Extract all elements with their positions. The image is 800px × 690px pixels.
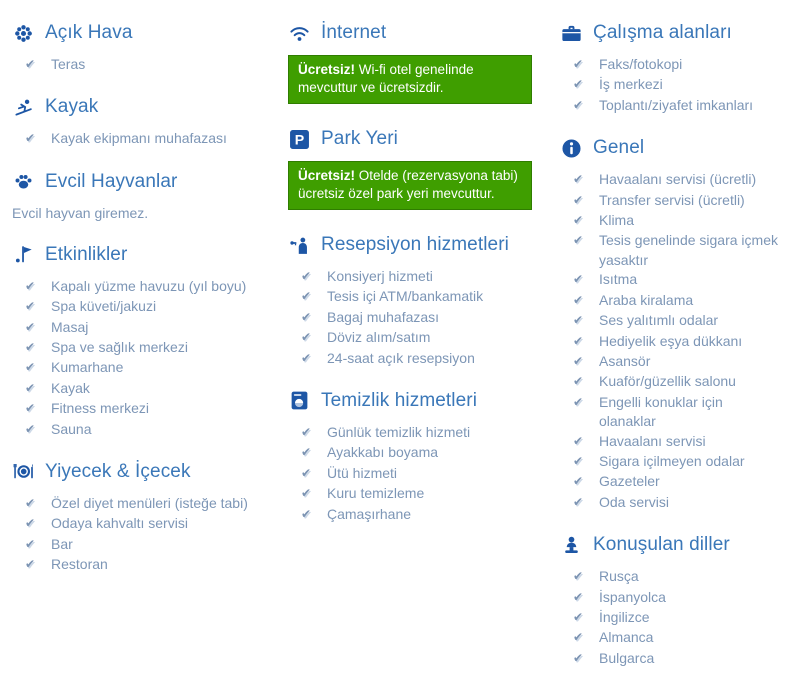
- amenity-item: [560, 170, 780, 190]
- amenity-label: İş merkezi: [599, 76, 663, 93]
- section-title: Evcil Hayvanlar: [45, 170, 178, 192]
- skier-icon: [12, 96, 34, 118]
- check-icon: ✔: [573, 494, 584, 509]
- dining-icon: [12, 461, 34, 483]
- check-icon: ✔: [573, 57, 584, 71]
- check-icon: ✔: [573, 292, 584, 307]
- amenity-label: Kapalı yüzme havuzu (yıl boyu): [51, 277, 247, 294]
- section-title: Yiyecek & İçecek: [45, 460, 191, 482]
- section-heading: [560, 534, 780, 556]
- section-briefcase: [560, 22, 780, 116]
- section-paw: [12, 171, 274, 223]
- amenity-item: [560, 55, 780, 75]
- amenity-item: [12, 535, 274, 555]
- amenity-item: [288, 349, 546, 369]
- amenity-item: [12, 555, 274, 575]
- check-icon: ✔: [573, 97, 584, 112]
- amenity-item: [560, 311, 780, 331]
- check-icon: ✔: [25, 557, 36, 572]
- amenity-label: Rusça: [599, 568, 639, 585]
- amenity-item: [560, 472, 780, 492]
- check-icon: ✔: [25, 319, 36, 334]
- check-icon: ✔: [301, 424, 312, 439]
- check-icon: ✔: [25, 380, 36, 395]
- check-icon: ✔: [573, 650, 584, 665]
- amenity-item: [560, 432, 780, 452]
- amenity-label: Ayakkabı boyama: [327, 444, 439, 461]
- check-icon: ✔: [573, 433, 584, 448]
- check-icon: ✔: [25, 57, 36, 71]
- amenity-item: [560, 75, 780, 95]
- amenity-label: Konsiyerj hizmeti: [327, 268, 433, 284]
- section-wifi: [288, 22, 546, 104]
- check-icon: ✔: [573, 272, 584, 287]
- amenity-item: [12, 420, 274, 440]
- amenity-item: [560, 191, 780, 211]
- free-note: [288, 161, 532, 210]
- info-icon: [560, 137, 582, 159]
- check-icon: ✔: [25, 131, 36, 146]
- paw-icon: [12, 171, 34, 193]
- amenity-item: [12, 358, 274, 378]
- check-icon: ✔: [573, 569, 584, 584]
- section-title: Resepsiyon hizmetleri: [321, 234, 509, 255]
- section-heading: [288, 234, 546, 256]
- amenity-label: İspanyolca: [599, 588, 666, 605]
- amenity-label: Klima: [599, 211, 635, 228]
- section-heading: [12, 22, 274, 44]
- section-heading: [12, 96, 274, 118]
- check-icon: ✔: [573, 192, 584, 207]
- amenity-item: [560, 628, 780, 648]
- check-icon: ✔: [573, 474, 584, 489]
- free-note-text: Wi-fi otel genelinde mevcuttur ve ücretsizdir.: [298, 62, 474, 95]
- section-flower: [12, 22, 274, 75]
- section-flag: [12, 244, 274, 440]
- amenity-label: Restoran: [51, 556, 108, 573]
- amenity-label: Gazeteler: [599, 473, 660, 490]
- section-title: Kayak: [45, 96, 99, 118]
- section-heading: [560, 22, 780, 44]
- check-icon: ✔: [25, 536, 36, 551]
- section-skier: [12, 96, 274, 149]
- amenity-label: Bagaj muhafazası: [327, 308, 440, 325]
- amenity-label: Teras: [51, 56, 86, 72]
- amenity-item: [560, 352, 780, 372]
- check-icon: ✔: [573, 77, 584, 92]
- check-icon: ✔: [573, 333, 584, 348]
- section-dining: [12, 461, 274, 576]
- amenity-label: Çamaşırhane: [327, 505, 412, 522]
- amenity-item: [12, 494, 274, 514]
- check-icon: ✔: [25, 360, 36, 375]
- check-icon: ✔: [573, 172, 584, 187]
- amenity-item: [560, 567, 780, 587]
- section-title: Etkinlikler: [45, 243, 128, 265]
- free-badge: Ücretsiz!: [298, 168, 356, 183]
- amenity-item: [560, 270, 780, 290]
- check-icon: ✔: [25, 401, 36, 416]
- amenity-label: Asansör: [599, 352, 651, 369]
- amenity-item: [288, 464, 546, 484]
- amenity-item: [560, 372, 780, 392]
- check-icon: ✔: [301, 486, 312, 501]
- amenity-label: Ütü hizmeti: [327, 464, 398, 481]
- amenity-label: Ses yalıtımlı odalar: [599, 312, 719, 329]
- amenity-item: [12, 379, 274, 399]
- check-icon: ✔: [301, 309, 312, 324]
- check-icon: ✔: [25, 299, 36, 314]
- amenity-label: Oda servisi: [599, 493, 670, 510]
- amenity-item: [12, 399, 274, 419]
- check-icon: ✔: [573, 374, 584, 389]
- amenity-label: Fitness merkezi: [51, 400, 150, 417]
- amenities-column: [560, 22, 794, 690]
- amenity-label: Engelli konuklar için olanaklar: [599, 393, 723, 430]
- check-icon: ✔: [301, 350, 312, 365]
- amenity-item: [560, 588, 780, 608]
- amenity-label: Spa küveti/jakuzi: [51, 298, 157, 315]
- amenity-item: [560, 96, 780, 116]
- amenity-item: [12, 318, 274, 338]
- amenity-label: Döviz alım/satım: [327, 329, 431, 346]
- section-heading: [288, 390, 546, 412]
- amenity-label: Kayak: [51, 379, 90, 396]
- section-title: Park Yeri: [321, 128, 398, 149]
- amenity-item: [288, 267, 546, 287]
- amenity-label: Sigara içilmeyen odalar: [599, 453, 745, 470]
- section-heading: [288, 22, 546, 44]
- section-languages: [560, 534, 780, 669]
- check-icon: ✔: [25, 495, 36, 510]
- amenity-label: Havaalanı servisi (ücretli): [599, 171, 757, 188]
- free-badge: Ücretsiz!: [298, 62, 356, 77]
- amenity-item: [288, 505, 546, 525]
- section-title: Çalışma alanları: [593, 22, 732, 43]
- check-icon: ✔: [573, 589, 584, 604]
- amenity-label: Faks/fotokopi: [599, 56, 683, 72]
- check-icon: ✔: [573, 212, 584, 227]
- amenity-item: [12, 297, 274, 317]
- amenity-item: [560, 608, 780, 628]
- free-note: [288, 55, 532, 104]
- amenity-label: 24-saat açık resepsiyon: [327, 349, 475, 366]
- section-heading: [288, 128, 546, 150]
- amenity-label: Odaya kahvaltı servisi: [51, 515, 188, 532]
- check-icon: ✔: [573, 353, 584, 368]
- languages-icon: [560, 534, 582, 556]
- amenity-item: [560, 393, 780, 432]
- flower-icon: [12, 22, 34, 44]
- amenity-label: Özel diyet menüleri (isteğe tabi): [51, 494, 248, 511]
- section-title: İnternet: [321, 22, 387, 43]
- amenity-label: Günlük temizlik hizmeti: [327, 423, 471, 440]
- amenity-label: Kuru temizleme: [327, 485, 425, 502]
- amenity-label: Hediyelik eşya dükkanı: [599, 332, 743, 349]
- amenity-label: Masaj: [51, 318, 89, 335]
- amenity-label: Transfer servisi (ücretli): [599, 191, 745, 208]
- amenity-label: Kumarhane: [51, 359, 124, 376]
- check-icon: ✔: [573, 313, 584, 328]
- check-icon: ✔: [25, 339, 36, 354]
- parking-icon: [288, 128, 310, 150]
- amenity-item: [12, 514, 274, 534]
- amenity-item: [560, 291, 780, 311]
- section-parking: [288, 128, 546, 210]
- amenity-label: İngilizce: [599, 609, 650, 626]
- check-icon: ✔: [301, 506, 312, 521]
- section-reception: [288, 234, 546, 369]
- section-title: Genel: [593, 137, 645, 159]
- amenity-label: Havaalanı servisi: [599, 432, 706, 449]
- section-heading: [560, 137, 780, 159]
- amenity-label: Spa ve sağlık merkezi: [51, 338, 188, 355]
- check-icon: ✔: [573, 610, 584, 625]
- section-heading: [12, 171, 274, 193]
- amenity-label: Araba kiralama: [599, 291, 694, 308]
- section-laundry: [288, 390, 546, 525]
- amenity-item: [12, 55, 274, 75]
- svg-text:P: P: [294, 132, 304, 149]
- check-icon: ✔: [301, 465, 312, 480]
- amenity-item: [288, 287, 546, 307]
- amenity-item: [560, 452, 780, 472]
- amenity-item: [560, 332, 780, 352]
- check-icon: ✔: [301, 269, 312, 283]
- amenity-item: [560, 231, 780, 270]
- check-icon: ✔: [301, 330, 312, 345]
- amenity-label: Isıtma: [599, 271, 638, 288]
- laundry-icon: [288, 390, 310, 412]
- amenity-label: Tesis içi ATM/bankamatik: [327, 288, 484, 305]
- section-note: Evcil hayvan giremez.: [12, 204, 149, 221]
- amenities-column: [12, 22, 288, 690]
- check-icon: ✔: [301, 289, 312, 304]
- amenity-item: [288, 443, 546, 463]
- amenity-item: [560, 493, 780, 513]
- section-heading: [12, 244, 274, 266]
- reception-icon: [288, 234, 310, 256]
- amenity-item: [12, 129, 274, 149]
- check-icon: ✔: [25, 278, 36, 293]
- amenity-item: [12, 277, 274, 297]
- section-heading: [12, 461, 274, 483]
- amenity-item: [288, 328, 546, 348]
- flag-icon: [12, 244, 34, 266]
- amenity-item: [12, 338, 274, 358]
- check-icon: ✔: [573, 394, 584, 409]
- amenity-item: [560, 649, 780, 669]
- check-icon: ✔: [25, 516, 36, 531]
- amenities-column: [288, 22, 560, 690]
- amenity-item: [288, 423, 546, 443]
- free-note-text: Otelde (rezervasyona tabi) ücretsiz özel park yeri mevcuttur.: [298, 168, 518, 201]
- amenity-label: Bar: [51, 535, 73, 552]
- check-icon: ✔: [301, 445, 312, 460]
- check-icon: ✔: [573, 233, 584, 248]
- check-icon: ✔: [573, 630, 584, 645]
- check-icon: ✔: [25, 421, 36, 436]
- amenity-item: [288, 308, 546, 328]
- amenity-label: Sauna: [51, 420, 92, 437]
- amenity-label: Kuaför/güzellik salonu: [599, 373, 736, 390]
- section-title: Temizlik hizmetleri: [321, 389, 478, 411]
- amenity-item: [560, 211, 780, 231]
- amenity-label: Almanca: [599, 629, 654, 646]
- section-title: Açık Hava: [45, 22, 133, 43]
- section-title: Konuşulan diller: [593, 534, 730, 556]
- check-icon: ✔: [573, 454, 584, 469]
- amenity-label: Tesis genelinde sigara içmek yasaktır: [599, 232, 778, 268]
- section-info: [560, 137, 780, 513]
- briefcase-icon: [560, 22, 582, 44]
- amenity-label: Toplantı/ziyafet imkanları: [599, 96, 754, 113]
- amenity-label: Kayak ekipmanı muhafazası: [51, 130, 227, 147]
- wifi-icon: [288, 22, 310, 44]
- amenity-label: Bulgarca: [599, 649, 655, 666]
- amenity-item: [288, 484, 546, 504]
